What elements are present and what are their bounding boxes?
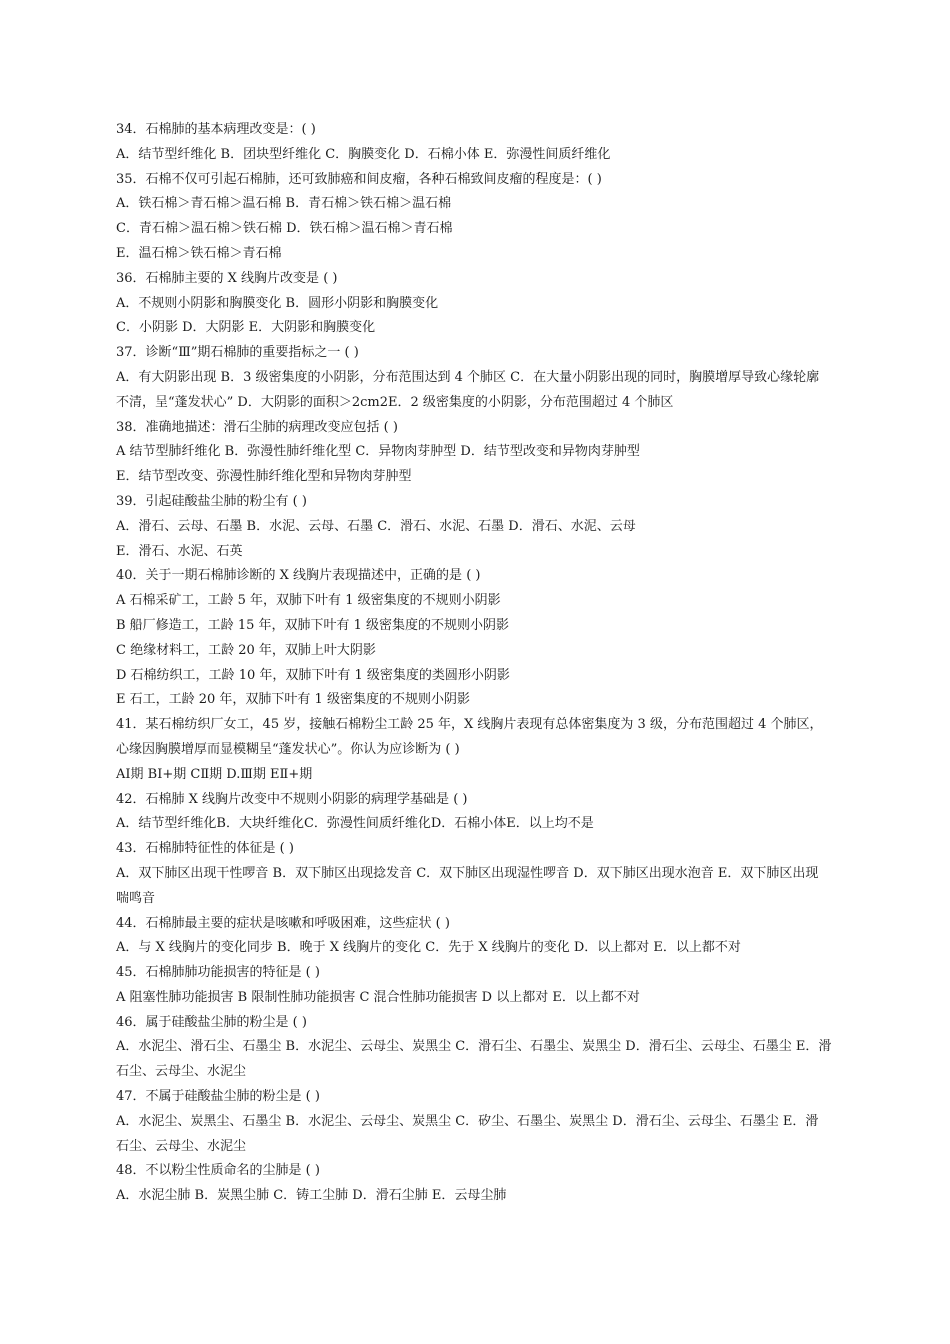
text-line: C．青石棉＞温石棉＞铁石棉 D．铁石棉＞温石棉＞青石棉 [116,221,453,237]
text-line: 45．石棉肺肺功能损害的特征是 ( ) [116,965,320,981]
text-line: A．不规则小阴影和胸膜变化 B．圆形小阴影和胸膜变化 [116,295,439,311]
text-line: A．与 X 线胸片的变化同步 B．晚于 X 线胸片的变化 C．先于 X 线胸片的变化 D．以上都对 E．以上都不对 [116,940,741,956]
text-line: A．滑石、云母、石墨 B．水泥、云母、石墨 C．滑石、水泥、石墨 D．滑石、水泥、云母 [116,518,636,534]
text-line: A 结节型肺纤维化 B．弥漫性肺纤维化型 C．异物肉芽肿型 D．结节型改变和异物肉芽肿型 [116,444,640,460]
text-line: A．铁石棉＞青石棉＞温石棉 B．青石棉＞铁石棉＞温石棉 [116,196,452,212]
text-line: 不清，呈“蓬发状心” D．大阴影的面积＞2cm2E．2 级密集度的小阴影，分布范围超过 4 个肺区 [116,394,674,410]
text-line: C．小阴影 D．大阴影 E．大阴影和胸膜变化 [116,320,376,336]
text-line: 心缘因胸膜增厚而显模糊呈“蓬发状心”。你认为应诊断为 ( ) [116,741,460,757]
text-line: 37．诊断“Ⅲ”期石棉肺的重要指标之一 ( ) [116,345,359,361]
text-line: 石尘、云母尘、水泥尘 [116,1138,247,1154]
text-line: A．有大阴影出现 B．3 级密集度的小阴影，分布范围达到 4 个肺区 C．在大量小阴影出现的同时，胸膜增厚导致心缘轮廓 [116,369,820,385]
text-line: 42．石棉肺 X 线胸片改变中不规则小阴影的病理学基础是 ( ) [116,791,468,807]
text-line: 35．石棉不仅可引起石棉肺，还可致肺癌和间皮瘤，各种石棉致间皮瘤的程度是：( ) [116,171,602,187]
text-line: 39．引起硅酸盐尘肺的粉尘有 ( ) [116,493,307,509]
text-line: 46．属于硅酸盐尘肺的粉尘是 ( ) [116,1014,307,1030]
document-page [116,118,880,1209]
text-line: 47．不属于硅酸盐尘肺的粉尘是 ( ) [116,1089,320,1105]
text-line: E．温石棉＞铁石棉＞青石棉 [116,245,282,261]
text-line: E 石工，工龄 20 年，双肺下叶有 1 级密集度的不规则小阴影 [116,692,470,708]
text-line: A 阻塞性肺功能损害 B 限制性肺功能损害 C 混合性肺功能损害 D 以上都对 E．以上都不对 [116,989,640,1005]
text-line: A．双下肺区出现干性啰音 B．双下肺区出现捻发音 C．双下肺区出现湿性啰音 D．双下肺区出现水泡音 E．双下肺区出现 [116,865,819,881]
text-line: E．结节型改变、弥漫性肺纤维化型和异物肉芽肿型 [116,469,412,485]
text-line: 喘鸣音 [116,890,156,906]
text-line: 34．石棉肺的基本病理改变是：( ) [116,122,316,137]
text-line: 38．准确地描述：滑石尘肺的病理改变应包括 ( ) [116,419,398,435]
text-line: 36．石棉肺主要的 X 线胸片改变是 ( ) [116,270,338,286]
text-line: E．滑石、水泥、石英 [116,543,243,559]
text-line: AⅠ期 BⅠ+期 CⅡ期 D.Ⅲ期 EⅡ+期 [116,766,313,782]
text-line: C 绝缘材料工，工龄 20 年，双肺上叶大阴影 [116,642,376,658]
text-line: 43．石棉肺特征性的体征是 ( ) [116,841,294,857]
text-line: A．水泥尘肺 B．炭黑尘肺 C．铸工尘肺 D．滑石尘肺 E．云母尘肺 [116,1188,507,1204]
text-line: B 船厂修造工，工龄 15 年，双肺下叶有 1 级密集度的不规则小阴影 [116,617,510,633]
text-line: D 石棉纺织工，工龄 10 年，双肺下叶有 1 级密集度的类圆形小阴影 [116,667,510,683]
text-line: A．水泥尘、滑石尘、石墨尘 B．水泥尘、云母尘、炭黑尘 C．滑石尘、石墨尘、炭黑尘 D．滑石尘、云母尘、石墨尘 E．滑 [116,1039,832,1055]
text-line: 41．某石棉纺织厂女工，45 岁，接触石棉粉尘工龄 25 年，X 线胸片表现有总体密集度为 3 级，分布范围超过 4 个肺区， [116,717,823,733]
text-line: 石尘、云母尘、水泥尘 [116,1064,247,1080]
text-line: A．水泥尘、炭黑尘、石墨尘 B．水泥尘、云母尘、炭黑尘 C．矽尘、石墨尘、炭黑尘 D．滑石尘、云母尘、石墨尘 E．滑 [116,1113,819,1129]
text-line: 44．石棉肺最主要的症状是咳嗽和呼吸困难，这些症状 ( ) [116,915,450,931]
text-line: A．结节型纤维化 B．团块型纤维化 C．胸膜变化 D．石棉小体 E．弥漫性间质纤维化 [116,146,611,162]
text-line: 40．关于一期石棉肺诊断的 X 线胸片表现描述中，正确的是 ( ) [116,568,481,584]
text-line: A．结节型纤维化B．大块纤维化C．弥漫性间质纤维化D．石棉小体E．以上均不是 [116,816,594,832]
text-line: A 石棉采矿工，工龄 5 年，双肺下叶有 1 级密集度的不规则小阴影 [116,593,501,609]
text-line: 48．不以粉尘性质命名的尘肺是 ( ) [116,1163,320,1179]
